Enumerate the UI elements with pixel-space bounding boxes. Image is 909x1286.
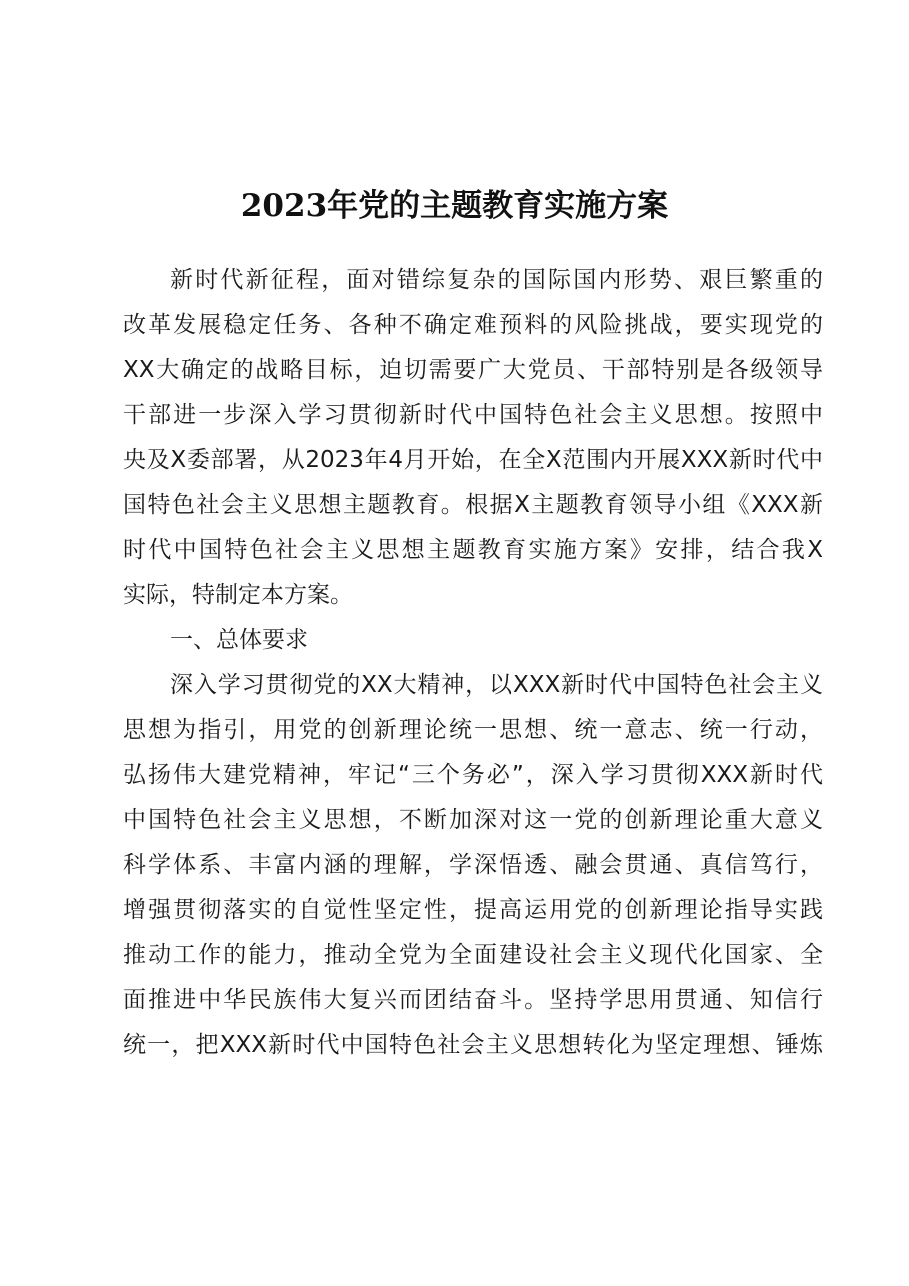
- paragraph-line: 推动工作的能力，推动全党为全面建设社会主义现代化国家、全: [123, 942, 823, 968]
- paragraph-line: 面推进中华民族伟大复兴而团结奋斗。坚持学思用贯通、知信行: [123, 987, 823, 1013]
- paragraph-line: 国特色社会主义思想主题教育。根据X主题教育领导小组《XXX新: [123, 492, 823, 518]
- paragraph-line: 新时代新征程，面对错综复杂的国际国内形势、艰巨繁重的: [170, 267, 823, 293]
- paragraph-line: 增强贯彻落实的自觉性坚定性，提高运用党的创新理论指导实践: [123, 897, 823, 923]
- paragraph-line: 统一，把XXX新时代中国特色社会主义思想转化为坚定理想、锤炼: [123, 1032, 823, 1058]
- paragraph-line: 科学体系、丰富内涵的理解，学深悟透、融会贯通、真信笃行，: [123, 852, 823, 878]
- paragraph-line: 时代中国特色社会主义思想主题教育实施方案》安排，结合我X: [123, 537, 823, 563]
- paragraph-line: XX大确定的战略目标，迫切需要广大党员、干部特别是各级领导: [123, 357, 823, 383]
- paragraph-line: 干部进一步深入学习贯彻新时代中国特色社会主义思想。按照中: [123, 402, 823, 428]
- paragraph-line: 央及X委部署，从2023年4月开始，在全X范围内开展XXX新时代中: [123, 447, 823, 473]
- paragraph-line: 实际，特制定本方案。: [123, 582, 353, 608]
- section-heading: 一、总体要求: [170, 627, 308, 653]
- document-title: 2023年党的主题教育实施方案: [240, 188, 669, 224]
- paragraph-line: 深入学习贯彻党的XX大精神，以XXX新时代中国特色社会主义: [170, 672, 823, 698]
- paragraph-line: 弘扬伟大建党精神，牢记“三个务必”，深入学习贯彻XXX新时代: [123, 762, 823, 788]
- paragraph-line: 中国特色社会主义思想，不断加深对这一党的创新理论重大意义: [123, 807, 823, 833]
- paragraph-line: 思想为指引，用党的创新理论统一思想、统一意志、统一行动，: [123, 717, 823, 743]
- paragraph-line: 改革发展稳定任务、各种不确定难预料的风险挑战，要实现党的: [123, 312, 823, 338]
